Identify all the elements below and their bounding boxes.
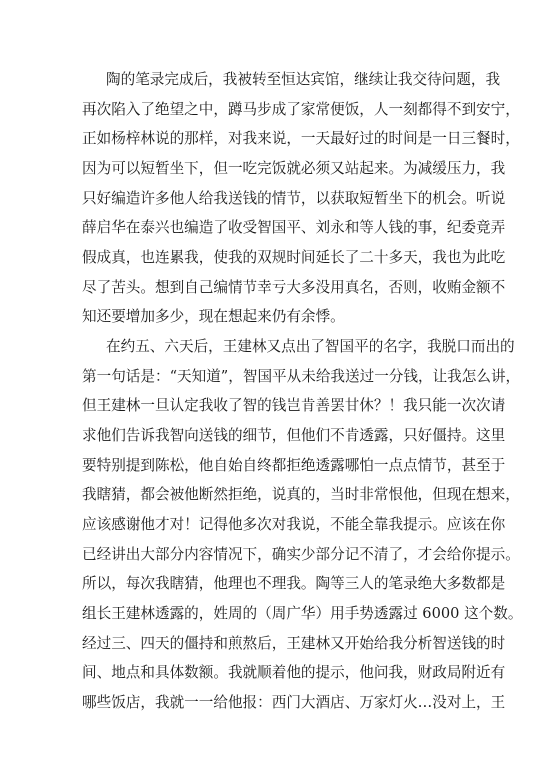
text-line: 但王建林一旦认定我收了智的钱岂肯善罢甘休？！我只能一次次请 <box>82 397 506 414</box>
text-line: 薛启华在泰兴也编造了收受智国平、刘永和等人钱的事，纪委竟弄 <box>82 219 506 236</box>
text-line: 已经讲出大部分内容情况下，确实少部分记不清了，才会给你提示。 <box>82 546 520 563</box>
text-line: 因为可以短暂坐下，但一吃完饭就必须又站起来。为减缓压力，我 <box>82 160 506 177</box>
text-line: 间、地点和具体数额。我就顺着他的提示，他问我，财政局附近有 <box>82 664 506 681</box>
text-line: 在约五、六天后，王建林又点出了智国平的名字，我脱口而出的 <box>106 338 515 355</box>
text-line: 应该感谢他才对！记得他多次对我说，不能全靠我提示。应该在你 <box>82 516 506 533</box>
text-line: 只好编造许多他人给我送钱的情节，以获取短暂坐下的机会。听说 <box>82 190 506 207</box>
text-line: 第一句话是：“天知道”，智国平从未给我送过一分钱，让我怎么讲， <box>82 368 521 385</box>
text-line: 组长王建林透露的，姓周的（周广华）用手势透露过 6000 这个数。 <box>82 605 523 622</box>
text-line: 陶的笔录完成后，我被转至恒达宾馆，继续让我交待问题，我 <box>106 71 501 88</box>
text-line: 求他们告诉我智向送钱的细节，但他们不肯透露，只好僵持。这里 <box>82 427 506 444</box>
text-line: 经过三、四天的僵持和煎熬后，王建林又开始给我分析智送钱的时 <box>82 635 506 652</box>
text-line: 我瞎猜，都会被他断然拒绝，说真的，当时非常恨他，但现在想来， <box>82 486 520 503</box>
text-line: 再次陷入了绝望之中，蹲马步成了家常便饭，人一刻都得不到安宁， <box>82 101 520 118</box>
text-line: 要特别提到陈松，他自始自终都拒绝透露哪怕一点点情节，甚至于 <box>82 457 506 474</box>
text-line: 哪些饭店，我就一一给他报：西门大酒店、万家灯火…没对上，王 <box>82 694 506 711</box>
text-line: 正如杨梓林说的那样，对我来说，一天最好过的时间是一日三餐时， <box>82 130 520 147</box>
text-line: 假成真，也连累我，使我的双规时间延长了二十多天，我也为此吃 <box>82 249 506 266</box>
text-line: 所以，每次我瞎猜，他理也不理我。陶等三人的笔录绝大多数都是 <box>82 575 506 592</box>
text-line: 知还要增加多少，现在想起来仍有余悸。 <box>82 308 345 325</box>
text-line: 尽了苦头。想到自己编情节幸亏大多没用真名，否则，收贿金额不 <box>82 279 506 296</box>
